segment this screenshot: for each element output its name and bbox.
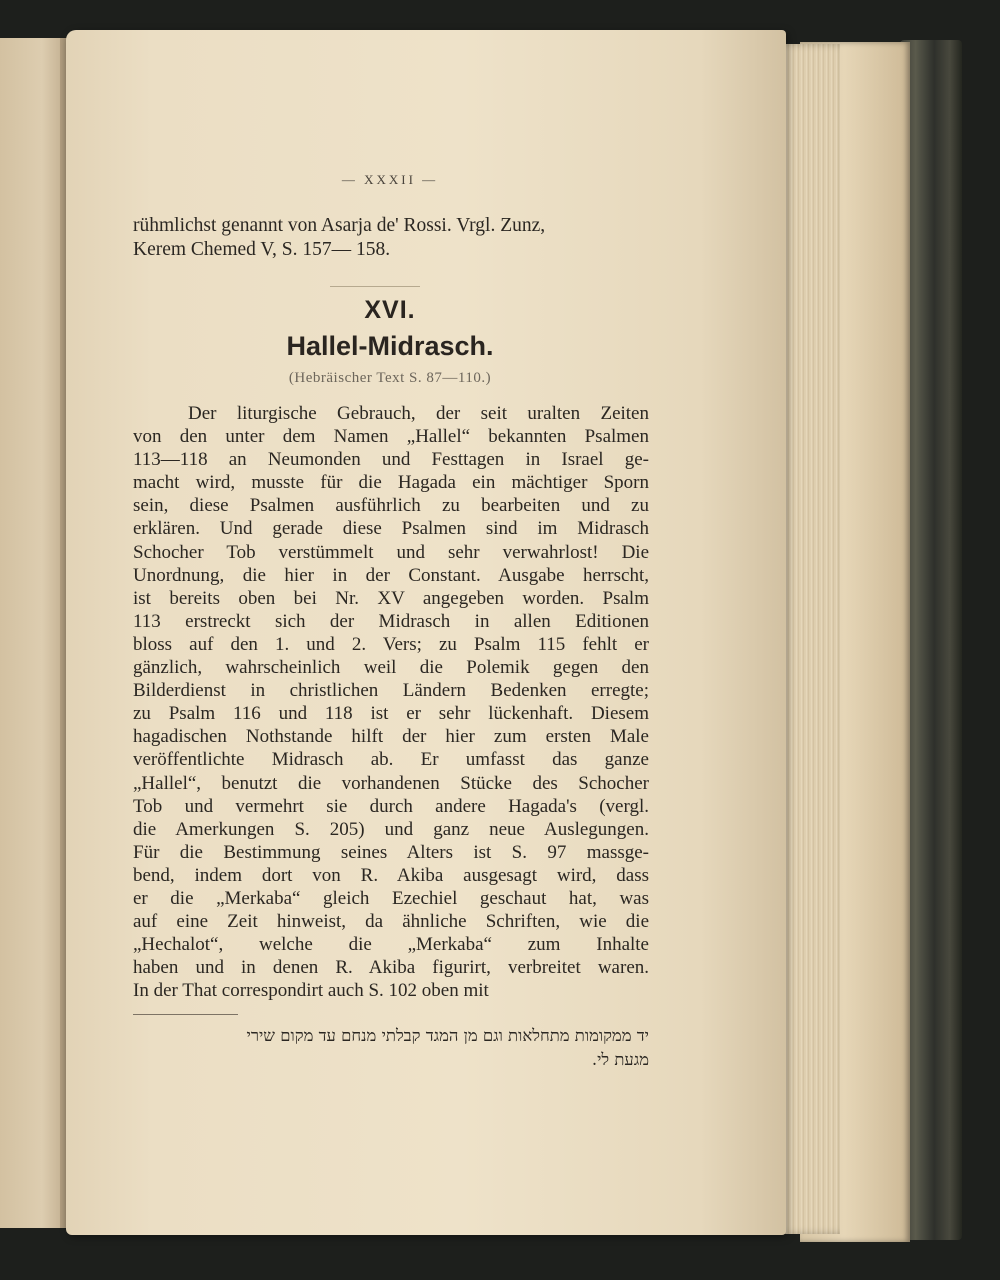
- text-line: erklären. Und gerade diese Psalmen sind im Midrasch: [133, 518, 649, 540]
- text-line: „Hallel“, benutzt die vorhandenen Stücke des Schocher: [133, 772, 649, 794]
- hebrew-footnote: [133, 1024, 649, 1072]
- text-line: bloss auf den 1. und 2. Vers; zu Psalm 115 fehlt er: [133, 633, 649, 655]
- section-reference: (Hebräischer Text S. 87—110.): [288, 370, 492, 386]
- text-line: Der liturgische Gebrauch, der seit uralten Zeiten: [188, 403, 649, 424]
- text-line: sein, diese Psalmen ausführlich zu bearbeiten und zu: [133, 495, 649, 517]
- text-line: macht wird, musste für die Hagada ein mächtiger Sporn: [133, 472, 649, 494]
- text-line: zu Psalm 116 und 118 ist er sehr lückenhaft. Diesem: [133, 703, 649, 725]
- page-number: — XXXII —: [341, 172, 439, 187]
- text-line: Bilderdienst in christlichen Ländern Bedenken erregte;: [133, 680, 649, 702]
- text-line: veröffentlichte Midrasch ab. Er umfasst das ganze: [133, 749, 649, 771]
- text-line: von den unter dem Namen „Hallel“ bekannten Psalmen: [133, 426, 649, 448]
- text-line: bend, indem dort von R. Akiba ausgesagt wird, dass: [133, 864, 649, 886]
- text-line: 113 erstreckt sich der Midrasch in allen Editionen: [133, 610, 649, 632]
- footnote-line: יד ממקומות מתחלאות וגם מן המגד קבלתי מנחם עד מקום שירי: [246, 1026, 649, 1045]
- section-divider: [330, 286, 420, 287]
- text-line: Kerem Chemed V, S. 157— 158.: [133, 239, 391, 260]
- text-line: Unordnung, die hier in der Constant. Ausgabe herrscht,: [133, 564, 649, 586]
- footnote-line: מגעת לי.: [591, 1050, 649, 1069]
- text-line: In der That correspondirt auch S. 102 oben mit: [133, 980, 489, 1002]
- section-number: XVI.: [364, 296, 416, 324]
- footnote-divider: [133, 1014, 238, 1015]
- section-title: Hallel-Midrasch.: [286, 331, 494, 361]
- text-line: gänzlich, wahrscheinlich weil die Polemik gegen den: [133, 657, 649, 679]
- text-line: ist bereits oben bei Nr. XV angegeben worden. Psalm: [133, 587, 649, 609]
- text-line: auf eine Zeit hinweist, da ähnliche Schriften, wie die: [133, 911, 649, 933]
- continuation-text: [133, 214, 649, 262]
- text-line: die Amerkungen S. 205) und ganz neue Auslegungen.: [133, 818, 649, 840]
- text-line: haben und in denen R. Akiba figurirt, verbreitet waren.: [133, 957, 649, 979]
- body-text: [133, 402, 649, 1002]
- text-line: Für die Bestimmung seines Alters ist S. 97 massge-: [133, 841, 649, 863]
- text-line: hagadischen Nothstande hilft der hier zum ersten Male: [133, 726, 649, 748]
- text-line: Schocher Tob verstümmelt und sehr verwahrlost! Die: [133, 541, 649, 563]
- text-line: „Hechalot“, welche die „Merkaba“ zum Inhalte: [133, 934, 649, 956]
- text-line: 113—118 an Neumonden und Festtagen in Israel ge-: [133, 449, 649, 471]
- text-line: er die „Merkaba“ gleich Ezechiel geschaut hat, was: [133, 887, 649, 909]
- text-line: Tob und vermehrt sie durch andere Hagada's (vergl.: [133, 795, 649, 817]
- text-line: rühmlichst genannt von Asarja de' Rossi. Vrgl. Zunz,: [133, 215, 546, 236]
